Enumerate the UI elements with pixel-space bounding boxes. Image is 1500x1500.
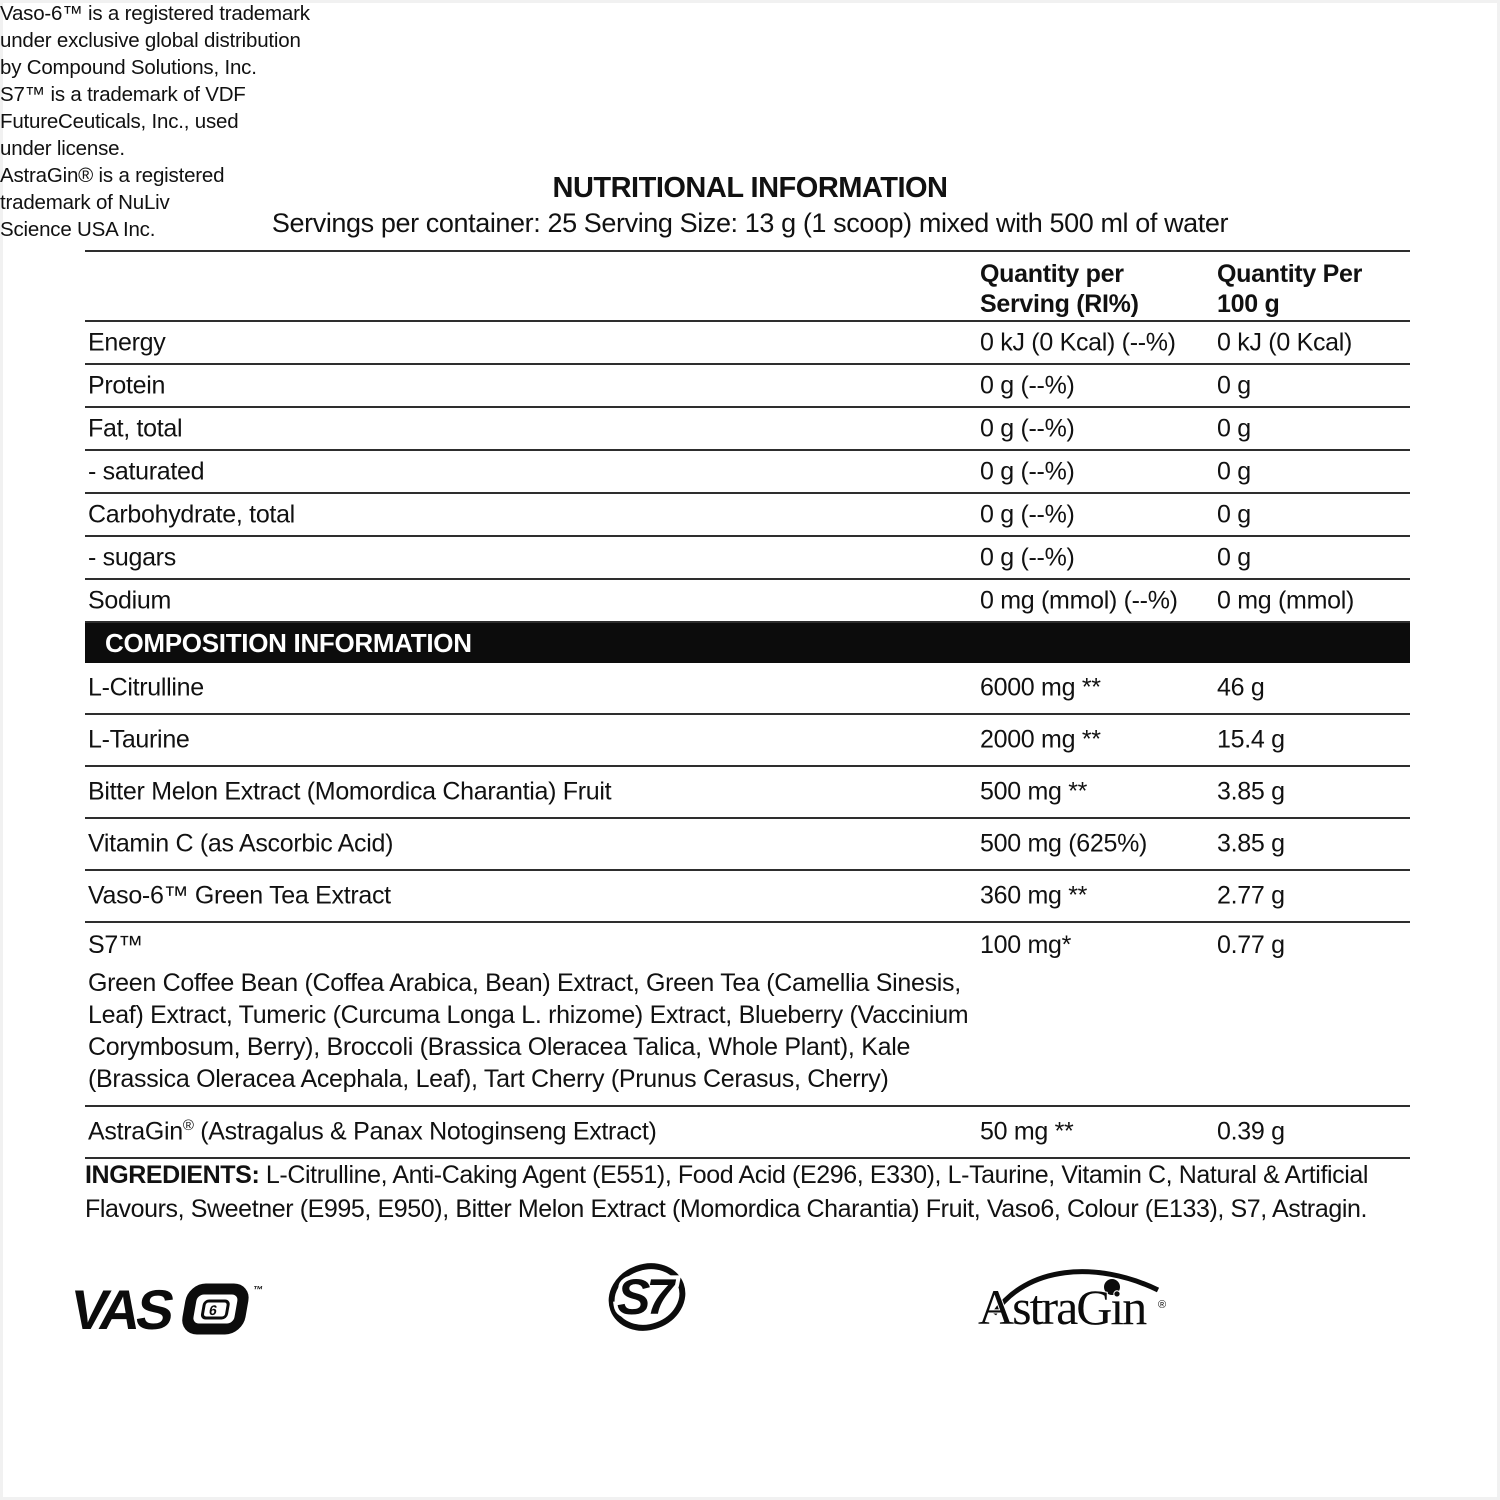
row-per-serving: 0 g (--%) [980, 457, 1075, 485]
row-per-100g: 0.77 g [1217, 931, 1285, 959]
vaso6-trademark-text: Vaso-6™ is a registered trademark under exclusive global distribution by Compound Solutions, Inc. [0, 2, 310, 79]
row-per-100g: 3.85 g [1217, 777, 1285, 806]
s7-trademark-text: S7™ is a trademark of VDF FutureCeuticals, Inc., used under license. [0, 83, 246, 160]
svg-text:AstraGin: AstraGin [978, 1279, 1146, 1335]
col-header-line: Quantity per [980, 260, 1124, 288]
row-label: Bitter Melon Extract (Momordica Charantia) Fruit [88, 777, 612, 806]
row-label: AstraGin® (Astragalus & Panax Notoginseng Extract) [88, 1117, 657, 1146]
row-per-100g: 0 mg (mmol) [1217, 586, 1354, 614]
row-label: Carbohydrate, total [88, 500, 295, 528]
row-label: L-Taurine [88, 725, 190, 754]
col-header-per-serving [980, 259, 1217, 319]
row-per-serving: 100 mg* [980, 931, 1072, 959]
page-title: NUTRITIONAL INFORMATION [552, 172, 948, 204]
row-per-100g: 0 g [1217, 414, 1251, 442]
table-row [85, 767, 1410, 819]
table-row [85, 580, 1410, 623]
ingredients-text: L-Citrulline, Anti-Caking Agent (E551), Food Acid (E296, E330), L-Taurine, Vitamin C, Natural & Artificial Flavours, Sweetner (E995, E950), Bitter Melon Extract (Momordica Charantia) Fruit, Vaso6, Colour (E133), S7, Astragin. [85, 1161, 1369, 1223]
row-label: - saturated [88, 457, 205, 485]
col-header-line: Quantity Per [1217, 260, 1363, 288]
row-per-serving: 0 g (--%) [980, 543, 1075, 571]
row-per-100g: 2.77 g [1217, 881, 1285, 910]
table-row [85, 923, 1410, 1107]
col-header-per-100g [1217, 259, 1410, 319]
row-label: - sugars [88, 543, 176, 571]
row-per-100g: 0.39 g [1217, 1117, 1285, 1146]
ingredients-label: INGREDIENTS: [85, 1161, 260, 1189]
nutrition-table [85, 250, 1410, 1159]
table-row [85, 819, 1410, 871]
composition-section-header: COMPOSITION INFORMATION [85, 623, 1410, 663]
row-per-serving: 6000 mg ** [980, 673, 1101, 702]
row-per-serving: 360 mg ** [980, 881, 1088, 910]
row-per-serving: 0 mg (mmol) (--%) [980, 586, 1178, 614]
astragin-trademark-text: AstraGin® is a registered trademark of NuLiv Science USA Inc. [0, 164, 225, 241]
row-label: Vitamin C (as Ascorbic Acid) [88, 829, 394, 858]
svg-text:™: ™ [251, 1285, 264, 1296]
table-row [85, 1107, 1410, 1159]
vaso6-logo [65, 1278, 264, 1341]
row-label: Sodium [88, 586, 171, 614]
row-label: L-Citrulline [88, 673, 204, 702]
table-header-row [85, 252, 1410, 322]
table-row [85, 715, 1410, 767]
row-per-serving: 0 g (--%) [980, 414, 1075, 442]
row-label: Protein [88, 371, 166, 399]
row-per-100g: 15.4 g [1217, 725, 1285, 754]
row-per-100g: 0 g [1217, 371, 1251, 399]
table-row [85, 871, 1410, 923]
svg-text:®: ® [1158, 1299, 1167, 1311]
nutrition-rows-section [85, 322, 1410, 623]
row-description: Green Coffee Bean (Coffea Arabica, Bean) Extract, Green Tea (Camellia Sinesis, Leaf) Extract, Tumeric (Curcuma Longa L. rhizome) Extract, Blueberry (Vaccinium Corymbosum, Berry), Broccoli (Brassica Oleracea Talica, Whole Plant), Kale (Brassica Oleracea Acephala, Leaf), Tart Cherry (Prunus Cerasus, Cherry) [88, 969, 969, 1093]
row-per-serving: 50 mg ** [980, 1117, 1074, 1146]
row-label: S7™ [88, 931, 143, 959]
row-per-100g: 0 g [1217, 543, 1251, 571]
row-label: Vaso-6™ Green Tea Extract [88, 881, 391, 910]
table-row [85, 322, 1410, 365]
row-per-serving: 0 kJ (0 Kcal) (--%) [980, 328, 1176, 356]
svg-text:VAS: VAS [65, 1278, 176, 1341]
col-header-line: Serving (RI%) [980, 290, 1139, 318]
svg-text:S7: S7 [617, 1269, 671, 1325]
table-row [85, 408, 1410, 451]
table-row [85, 494, 1410, 537]
table-row [85, 451, 1410, 494]
table-row [85, 365, 1410, 408]
row-per-serving: 500 mg (625%) [980, 829, 1148, 858]
s7-logo [605, 1256, 689, 1338]
ingredients-paragraph [85, 1158, 1420, 1226]
table-row [85, 537, 1410, 580]
row-per-100g: 0 g [1217, 500, 1251, 528]
row-per-100g: 0 g [1217, 457, 1251, 485]
table-row [85, 663, 1410, 715]
row-per-100g: 3.85 g [1217, 829, 1285, 858]
composition-rows-section [85, 663, 1410, 1159]
row-per-100g: 46 g [1217, 673, 1265, 702]
row-per-serving: 0 g (--%) [980, 371, 1075, 399]
row-label: Energy [88, 328, 166, 356]
astragin-logo [978, 1260, 1168, 1340]
row-per-serving: 500 mg ** [980, 777, 1088, 806]
row-label: Fat, total [88, 414, 183, 442]
row-per-100g: 0 kJ (0 Kcal) [1217, 328, 1353, 356]
row-per-serving: 0 g (--%) [980, 500, 1075, 528]
col-header-line: 100 g [1217, 290, 1280, 318]
row-per-serving: 2000 mg ** [980, 725, 1101, 754]
servings-line: Servings per container: 25 Serving Size: 13 g (1 scoop) mixed with 500 ml of water [271, 208, 1229, 238]
svg-text:6: 6 [207, 1302, 219, 1318]
